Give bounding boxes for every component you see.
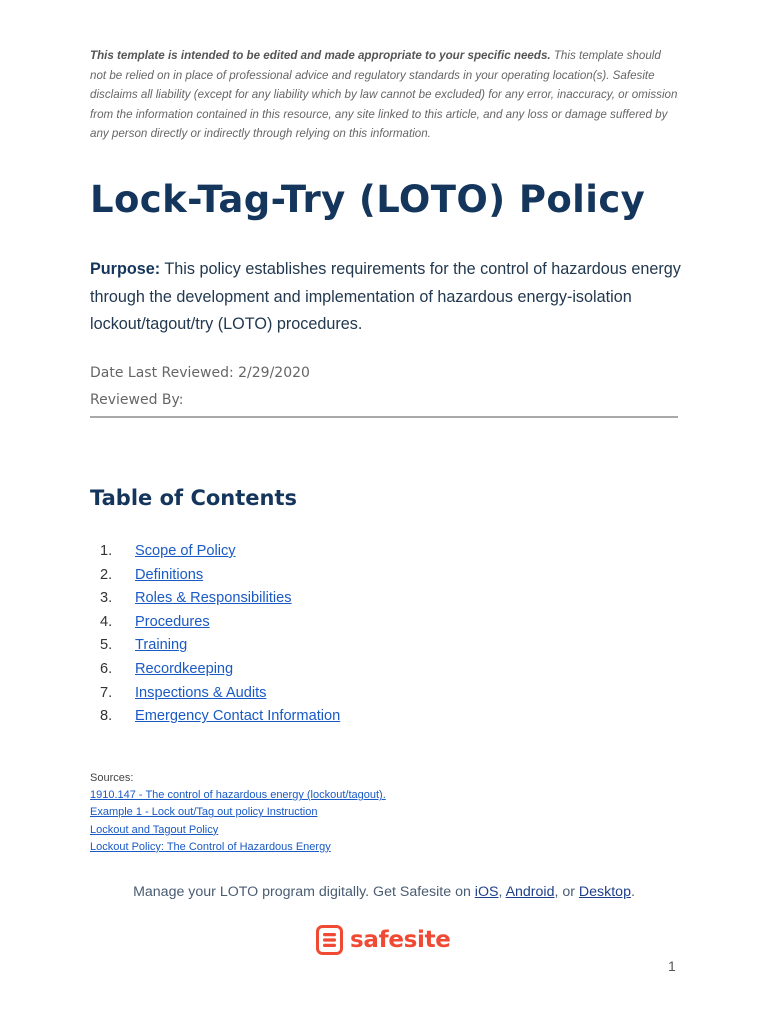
reviewed-by: Reviewed By:: [90, 392, 184, 408]
toc-number: 5.: [100, 637, 113, 654]
purpose-label: Purpose:: [90, 260, 161, 278]
safesite-logo-icon: [316, 925, 343, 955]
toc-link-emergency-contact[interactable]: Emergency Contact Information: [135, 708, 341, 725]
toc-link-inspections-audits[interactable]: Inspections & Audits: [135, 684, 267, 701]
toc-link-scope-of-policy[interactable]: Scope of Policy: [135, 543, 236, 559]
toc-link-definitions[interactable]: Definitions: [135, 566, 204, 583]
toc-number: 4.: [100, 613, 113, 630]
safesite-logo: [316, 924, 451, 956]
toc-item: [90, 611, 590, 635]
cta-suffix: .: [630, 884, 635, 900]
page-number: 1: [668, 958, 676, 974]
toc-link-training[interactable]: Training: [135, 637, 188, 654]
toc-item: [90, 705, 590, 729]
toc-item: [90, 587, 590, 611]
toc-link-procedures[interactable]: Procedures: [135, 613, 210, 630]
divider: [90, 416, 678, 418]
toc-number: 6.: [100, 660, 113, 677]
toc-number: 7.: [100, 684, 113, 701]
android-link[interactable]: Android: [505, 884, 555, 900]
cta-prefix: Manage your LOTO program digitally. Get Safesite on: [133, 884, 475, 900]
table-of-contents: [90, 540, 590, 729]
page-title: Lock-Tag-Try (LOTO) Policy: [90, 178, 646, 221]
toc-item: [90, 540, 590, 564]
cta-sep: , or: [554, 884, 579, 900]
toc-number: 2.: [100, 566, 113, 583]
toc-item: [90, 682, 590, 706]
toc-item: [90, 634, 590, 658]
toc-link-roles-responsibilities[interactable]: Roles & Responsibilities: [135, 590, 292, 607]
date-last-reviewed: Date Last Reviewed: 2/29/2020: [90, 365, 310, 381]
disclaimer: [90, 46, 680, 144]
disclaimer-text: This template should not be relied on in place of professional advice and regulatory standards in your operating location(s). Safesite disclaims all liability (except for any liability which by law cannot be excluded) for any error, inaccuracy, or omission from the information contained in this resource, any site linked to this article, and any loss or damage suffered by any person directly or indirectly through relying on this information.: [90, 49, 678, 141]
desktop-link[interactable]: Desktop: [578, 884, 631, 900]
disclaimer-bold: This template is intended to be edited and made appropriate to your specific needs.: [90, 49, 551, 62]
toc-link-recordkeeping[interactable]: Recordkeeping: [135, 660, 234, 677]
toc-item: [90, 564, 590, 588]
purpose-text: This policy establishes requirements for the control of hazardous energy through the development and implementation of hazardous energy-isolation lockout/tagout/try (LOTO) procedures.: [90, 260, 681, 333]
purpose-paragraph: [90, 256, 682, 339]
toc-number: 1.: [100, 543, 113, 559]
sources: [90, 770, 386, 856]
cta-sep: ,: [498, 884, 506, 900]
source-link-example-1[interactable]: Example 1 - Lock out/Tag out policy Instruction: [90, 806, 318, 819]
review-meta: [90, 360, 310, 414]
toc-number: 3.: [100, 590, 113, 607]
toc-heading: Table of Contents: [90, 486, 298, 510]
source-link-lockout-tagout-policy[interactable]: Lockout and Tagout Policy: [90, 823, 219, 836]
toc-number: 8.: [100, 708, 113, 725]
sources-label: Sources:: [90, 772, 134, 784]
ios-link[interactable]: iOS: [474, 884, 499, 900]
source-link-lockout-policy[interactable]: Lockout Policy: The Control of Hazardous Energy: [90, 840, 331, 853]
source-link-1910-147[interactable]: 1910.147 - The control of hazardous energy (lockout/tagout).: [90, 789, 386, 802]
brand-name: safesite: [350, 927, 451, 953]
app-cta: [0, 884, 768, 900]
toc-item: [90, 658, 590, 682]
